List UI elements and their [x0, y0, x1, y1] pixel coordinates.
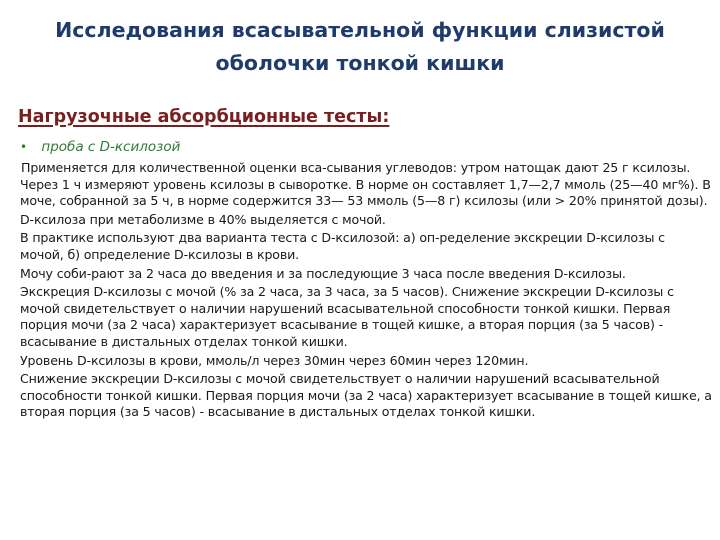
section-heading: Нагрузочные абсорбционные тесты:: [18, 107, 390, 127]
bullet-marker: •: [20, 140, 28, 154]
bullet-item: [20, 139, 180, 156]
paragraph-2: D-ксилоза при метаболизме в 40% выделяется с мочой.: [20, 211, 386, 227]
paragraph-4: Мочу соби-рают за 2 часа до введения и за последующие 3 часа после введения D-ксилозы.: [20, 265, 626, 281]
slide-title: [30, 14, 690, 80]
paragraph-5: Экскреция D-ксилозы с мочой (% за 2 часа, за 3 часа, за 5 часов). Снижение экскреции D-ксилозы с мочой свидетельствует о наличии нарушений всасывательной способности тонкой кишки. Первая порция мочи (за 2 часа) характеризует всасывание в тощей кишке, а вторая порция (за 5 часов) - всасывание в дистальных отделах тонкой кишки.: [20, 284, 674, 349]
paragraph-3: В практике используют два варианта теста с D-ксилозой: а) оп-ределение экскреции D-ксилозы с мочой, б) определение D-ксилозы в крови.: [20, 230, 665, 262]
slide-title-line-1: Исследования всасывательной функции слизистой: [55, 18, 665, 42]
slide-title-line-2: оболочки тонкой кишки: [215, 51, 505, 75]
paragraph-6: Уровень D-ксилозы в крови, ммоль/л через 30мин через 60мин через 120мин.: [20, 352, 529, 368]
paragraph-1: Применяется для количественной оценки вса-сывания углеводов: утром натощак дают 25 г ксилозы. Через 1 ч измеряют уровень ксилозы в сыворотке. В норме он составляет 1,7—2,7 ммоль (25—40 мг%). В моче, собранной за 5 ч, в норме содержится 33— 53 ммоль (5—8 г) ксилозы (или > 20% принятой дозы).: [20, 160, 711, 209]
body-text: [20, 160, 712, 423]
paragraph-7: Снижение экскреции D-ксилозы с мочой свидетельствует о наличии нарушений всасывательной способности тонкой кишки. Первая порция мочи (за 2 часа) характеризует всасывание в тощей кишке, а вторая порция (за 5 часов) - всасывание в дистальных отделах тонкой кишки.: [20, 371, 712, 420]
bullet-text: проба с D-ксилозой: [41, 139, 181, 155]
